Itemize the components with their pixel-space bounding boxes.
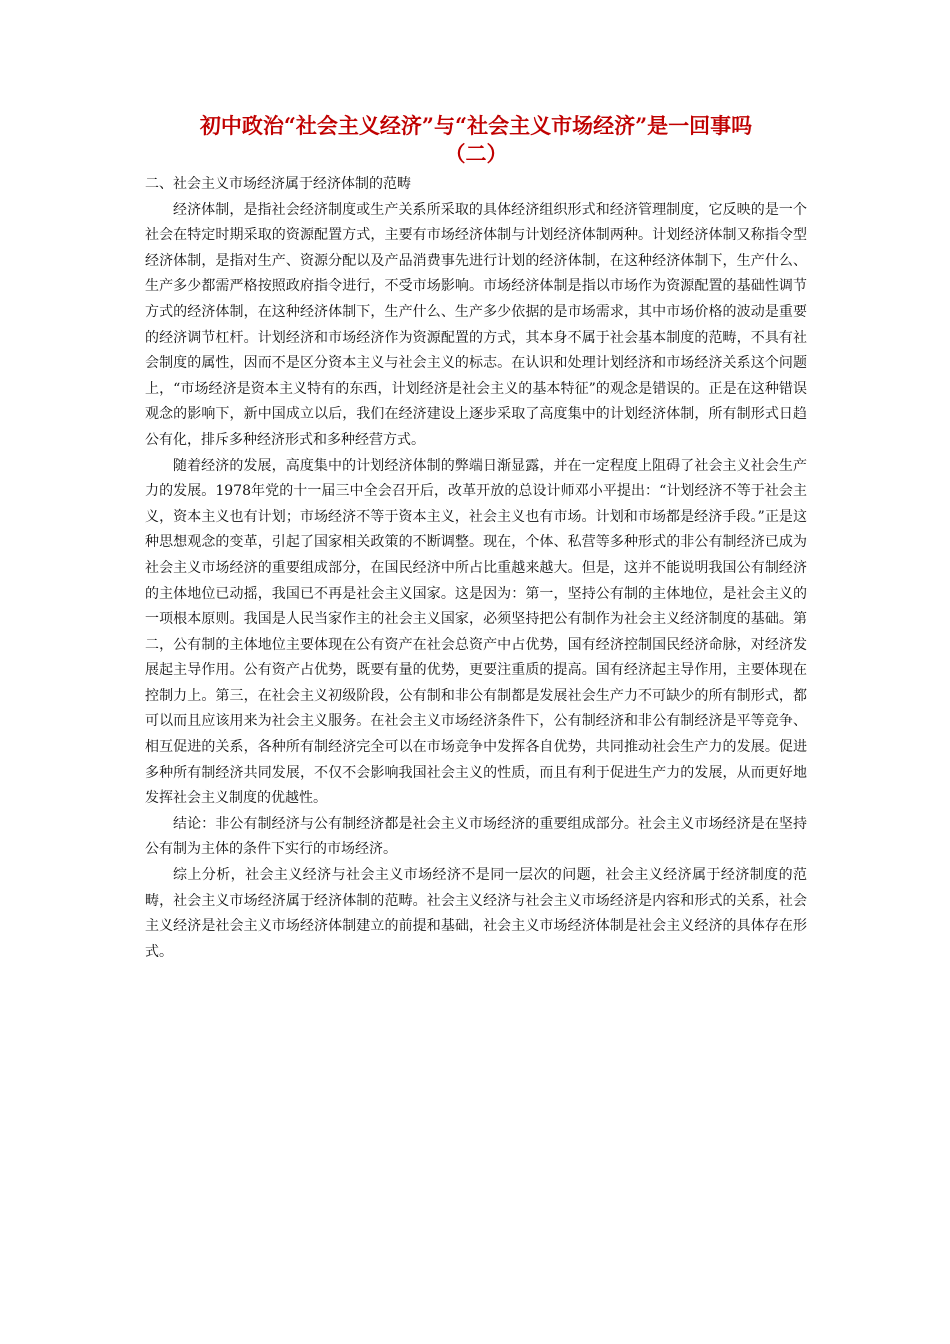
title-line-2: （二） — [444, 141, 508, 166]
document-body — [145, 172, 807, 965]
document-page — [145, 112, 807, 965]
paragraph-reform-development: 随着经济的发展，高度集中的计划经济体制的弊端日渐显露，并在一定程度上阻碍了社会主义社会生产力的发展。1978年党的十一届三中全会召开后，改革开放的总设计师邓小平提出：“计划经济不等于社会主义，资本主义也有计划；市场经济不等于资本主义，社会主义也有市场。计划和市场都是经济手段。”正是这种思想观念的变革，引起了国家相关政策的不断调整。现在，个体、私营等多种形式的非公有制经济已成为社会主义市场经济的重要组成部分，在国民经济中所占比重越来越大。但是，这并不能说明我国公有制经济的主体地位已动摇，我国已不再是社会主义国家。这是因为：第一，坚持公有制的主体地位，是社会主义的一项根本原则。我国是人民当家作主的社会主义国家，必须坚持把公有制作为社会主义经济制度的基础。第二，公有制的主体地位主要体现在公有资产在社会总资产中占优势，国有经济控制国民经济命脉，对经济发展起主导作用。公有资产占优势，既要有量的优势，更要注重质的提高。国有经济起主导作用，主要体现在控制力上。第三，在社会主义初级阶段，公有制和非公有制都是发展社会生产力不可缺少的所有制形式，都可以而且应该用来为社会主义服务。在社会主义市场经济条件下，公有制经济和非公有制经济是平等竞争、相互促进的关系，各种所有制经济完全可以在市场竞争中发挥各自优势，共同推动社会生产力的发展。促进多种所有制经济共同发展，不仅不会影响我国社会主义的性质，而且有利于促进生产力的发展，从而更好地发挥社会主义制度的优越性。 — [145, 457, 807, 807]
section-heading: 二、社会主义市场经济属于经济体制的范畴 — [145, 176, 411, 192]
paragraph-economic-system: 经济体制，是指社会经济制度或生产关系所采取的具体经济组织形式和经济管理制度，它反映的是一个社会在特定时期采取的资源配置方式，主要有市场经济体制与计划经济体制两种。计划经济体制又称指令型经济体制，是指对生产、资源分配以及产品消费事先进行计划的经济体制，在这种经济体制下，生产什么、生产多少都需严格按照政府指令进行，不受市场影响。市场经济体制是指以市场作为资源配置的基础性调节方式的经济体制，在这种经济体制下，生产什么、生产多少依据的是市场需求，其中市场价格的波动是重要的经济调节杠杆。计划经济和市场经济作为资源配置的方式，其本身不属于社会基本制度的范畴，不具有社会制度的属性，因而不是区分资本主义与社会主义的标志。在认识和处理计划经济和市场经济关系这个问题上，“市场经济是资本主义特有的东西，计划经济是社会主义的基本特征”的观念是错误的。正是在这种错误观念的影响下，新中国成立以后，我们在经济建设上逐步采取了高度集中的计划经济体制，所有制形式日趋公有化，排斥多种经济形式和多种经营方式。 — [145, 201, 807, 448]
document-title — [145, 112, 807, 168]
title-line-1: 初中政治“社会主义经济”与“社会主义市场经济”是一回事吗 — [199, 113, 753, 138]
paragraph-summary: 综上分析，社会主义经济与社会主义市场经济不是同一层次的问题，社会主义经济属于经济制度的范畴，社会主义市场经济属于经济体制的范畴。社会主义经济与社会主义市场经济是内容和形式的关系，社会主义经济是社会主义市场经济体制建立的前提和基础，社会主义市场经济体制是社会主义经济的具体存在形式。 — [145, 867, 807, 960]
paragraph-conclusion: 结论：非公有制经济与公有制经济都是社会主义市场经济的重要组成部分。社会主义市场经济是在坚持公有制为主体的条件下实行的市场经济。 — [145, 815, 807, 858]
